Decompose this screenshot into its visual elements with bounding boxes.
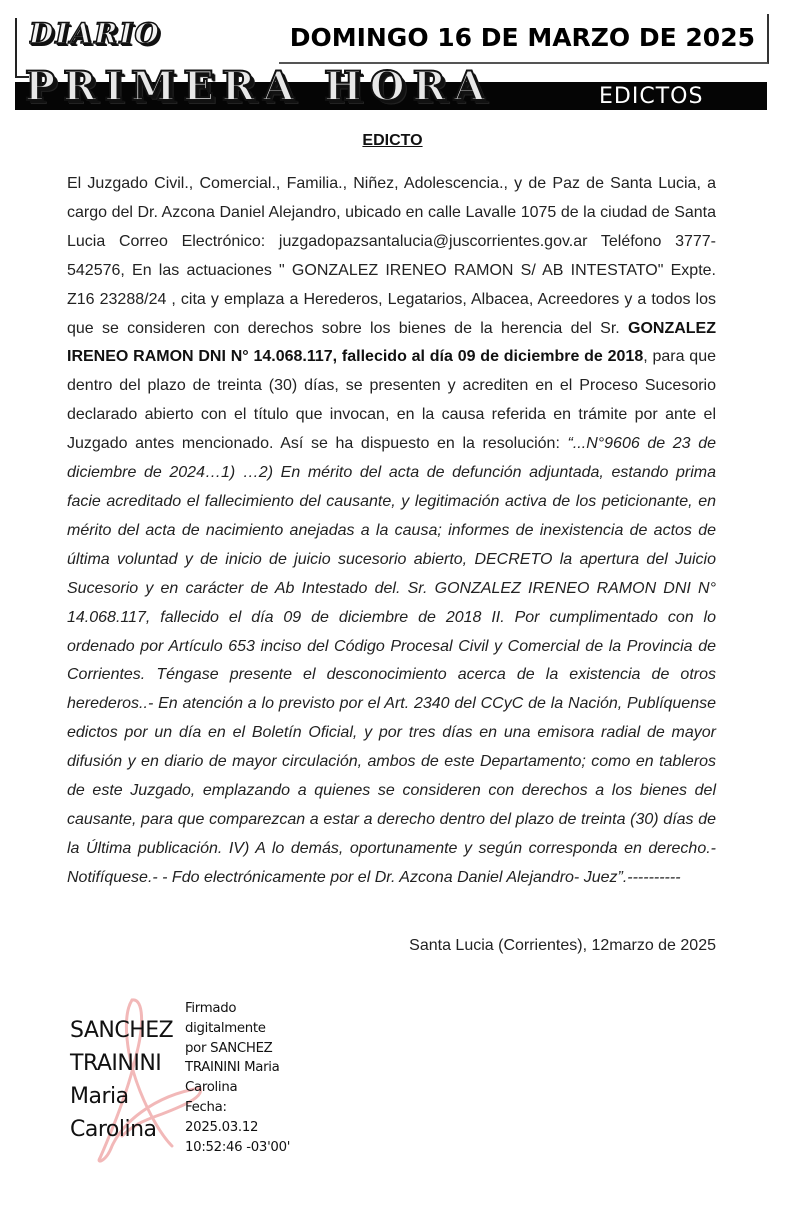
signature-detail-line: digitalmente bbox=[185, 1020, 266, 1036]
signature-detail-line: Fecha: bbox=[185, 1099, 227, 1115]
signature-detail-line: Carolina bbox=[185, 1080, 238, 1096]
signer-name-line: TRAININI bbox=[70, 1051, 162, 1076]
logo-diario: DIARIO bbox=[29, 17, 161, 50]
signature-detail-line: Firmado bbox=[185, 1001, 237, 1016]
signer-name-line: SANCHEZ bbox=[70, 1018, 174, 1043]
masthead-frame-line bbox=[15, 18, 17, 78]
signature-time: 10:52:46 -03'00' bbox=[185, 1139, 291, 1155]
edict-text-middle: , para que dentro del plazo de treinta (30) días, se presenten y acrediten en el Proceso Sucesorio declarado abierto con el título que invocan, en la causa referida en trámite por ante el Juzgado antes mencionado. Así se ha dispuesto en la resolución: bbox=[67, 348, 716, 453]
signer-name bbox=[70, 1014, 182, 1146]
document-title: EDICTO bbox=[362, 132, 423, 149]
place-and-date: Santa Lucia (Corrientes), 12marzo de 2025 bbox=[409, 937, 716, 954]
digital-signature-block bbox=[70, 996, 310, 1166]
signer-name-line: Carolina bbox=[70, 1117, 157, 1142]
signer-name-line: Maria bbox=[70, 1084, 129, 1109]
date-box bbox=[279, 14, 769, 64]
signature-details bbox=[185, 999, 290, 1157]
signature-detail-line: TRAININI Maria bbox=[185, 1060, 280, 1076]
signature-detail-line: por SANCHEZ bbox=[185, 1040, 273, 1056]
section-label-text: EDICTOS bbox=[599, 84, 704, 109]
signature-date: 2025.03.12 bbox=[185, 1119, 259, 1135]
publication-date: DOMINGO 16 DE MARZO DE 2025 bbox=[289, 23, 755, 52]
newspaper-masthead bbox=[15, 14, 767, 110]
section-label bbox=[599, 84, 759, 110]
logo-primera-hora: PRIMERA HORA bbox=[25, 64, 493, 110]
edict-text-deceased-bold: GONZALEZ IRENEO RAMON DNI N° 14.068.117, fallecido al día 09 de diciembre de 2018 bbox=[67, 319, 716, 366]
edict-body bbox=[67, 170, 716, 893]
edict-text-resolution-quote: “...N°9606 de 23 de diciembre de 2024…1) …2) En mérito del acta de defunción adjuntada, estando prima facie acreditado el fallecimiento del causante, y legitimación activa de los peticionante, en mérito del acta de nacimiento anejadas a la causa; informes de inexistencia de actos de última voluntad y de inicio de juicio sucesorio abierto, DECRETO la apertura del Juicio Sucesorio y en carácter de Ab Intestado del. Sr. GONZALEZ IRENEO RAMON DNI N° 14.068.117, fallecido el día 09 de diciembre de 2018 II. Por cumplimentado con lo ordenado por Artículo 653 inciso del Código Procesal Civil y Comercial de la Provincia de Corrientes. Téngase presente el desconocimiento acerca de la existencia de otros herederos..- En atención a lo previsto por el Art. 2340 del CCyC de la Nación, Publíquense edictos por un día en el Boletín Oficial, y por tres días en una emisora radial de mayor difusión y en diario de mayor circulación, ambos de este Departamento; como en tableros de este Juzgado, emplazando a quienes se consideren con derechos a los bienes del causante, para que comparezcan a estar a derecho dentro del plazo de treinta (30) días de la Última publicación. IV) A lo demás, oportunamente y según corresponda en derecho.- Notifíquese.- - Fdo electrónicamente por el Dr. Azcona Daniel Alejandro- Juez”.---------- bbox=[67, 435, 717, 886]
edict-text-intro: El Juzgado Civil., Comercial., Familia., Niñez, Adolescencia., y de Paz de Santa Lucia, a cargo del Dr. Azcona Daniel Alejandro, ubicado en calle Lavalle 1075 de la ciudad de Santa Lucia Correo Electrónico: juzgadopazsantalucia@juscorrientes.gov.ar Teléfono 3777- 542576, En las actuaciones " GONZALEZ IRENEO RAMON S/ AB INTESTATO" Expte. Z16 23288/24 , cita y emplaza a Herederos, Legatarios, Albacea, Acreedores y a todos los que se consideren con derechos sobre los bienes de la herencia del Sr. bbox=[67, 175, 716, 337]
